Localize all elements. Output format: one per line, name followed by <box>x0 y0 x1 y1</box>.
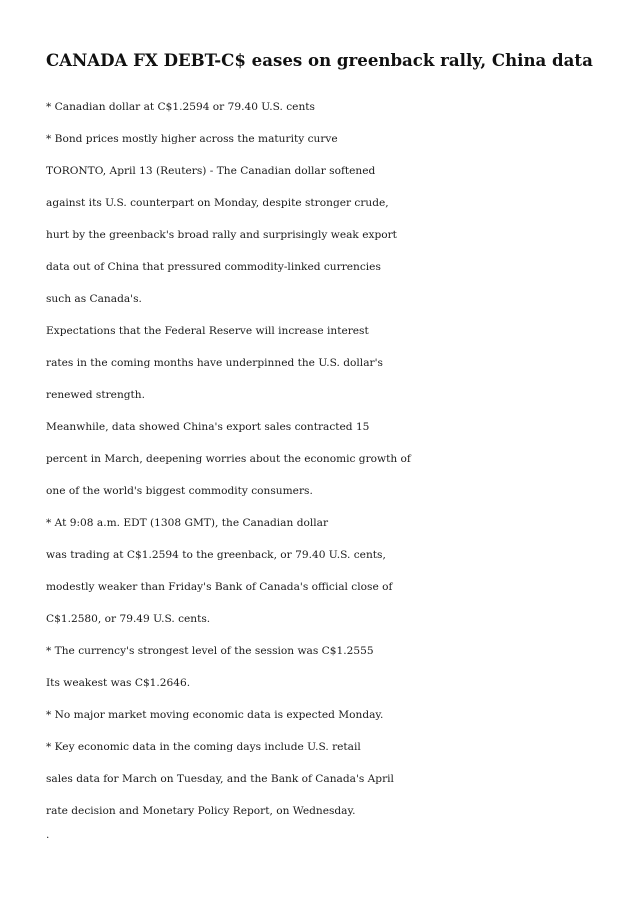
body-line: renewed strength. <box>46 389 145 401</box>
body-line: sales data for March on Tuesday, and the Bank of Canada's April <box>46 773 394 785</box>
body-line: Its weakest was C$1.2646. <box>46 677 191 689</box>
article-title: CANADA FX DEBT-C$ eases on greenback rally, China data <box>46 50 593 70</box>
bullet-line: * Canadian dollar at C$1.2594 or 79.40 U.S. cents <box>46 101 315 113</box>
bullet-line: * Bond prices mostly higher across the maturity curve <box>46 133 338 145</box>
body-line: rate decision and Monetary Policy Report, on Wednesday. <box>46 805 356 817</box>
body-line: such as Canada's. <box>46 293 142 305</box>
bullet-line: * At 9:08 a.m. EDT (1308 GMT), the Canadian dollar <box>46 517 329 529</box>
body-line: rates in the coming months have underpinned the U.S. dollar's <box>46 357 383 369</box>
body-line: was trading at C$1.2594 to the greenback, or 79.40 U.S. cents, <box>46 549 386 561</box>
body-line: data out of China that pressured commodity-linked currencies <box>46 261 381 273</box>
body-line: Meanwhile, data showed China's export sales contracted 15 <box>46 421 370 433</box>
bullet-line: * No major market moving economic data is expected Monday. <box>46 709 384 721</box>
trailing-period: . <box>46 829 50 841</box>
body-line: percent in March, deepening worries about the economic growth of <box>46 453 411 465</box>
body-line: TORONTO, April 13 (Reuters) - The Canadian dollar softened <box>46 165 376 177</box>
body-line: C$1.2580, or 79.49 U.S. cents. <box>46 613 211 625</box>
body-line: against its U.S. counterpart on Monday, despite stronger crude, <box>46 197 389 209</box>
body-line: Expectations that the Federal Reserve will increase interest <box>46 325 369 337</box>
bullet-line: * The currency's strongest level of the session was C$1.2555 <box>46 645 374 657</box>
body-line: one of the world's biggest commodity consumers. <box>46 485 313 497</box>
body-line: modestly weaker than Friday's Bank of Canada's official close of <box>46 581 393 593</box>
body-line: hurt by the greenback's broad rally and surprisingly weak export <box>46 229 397 241</box>
bullet-line: * Key economic data in the coming days include U.S. retail <box>46 741 361 753</box>
